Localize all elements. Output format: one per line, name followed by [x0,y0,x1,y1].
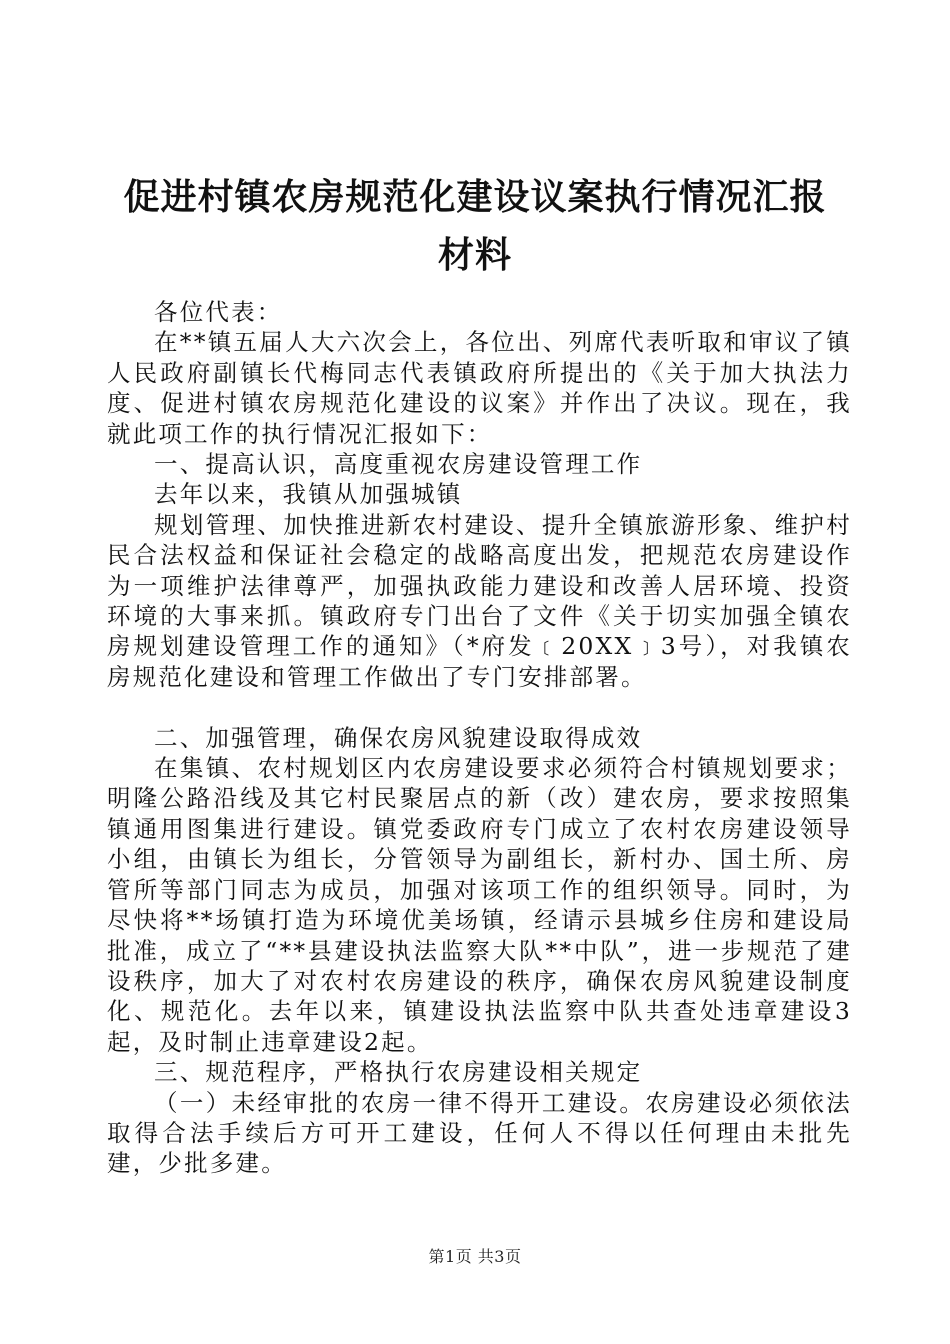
paragraph-planning-management: 规划管理、加快推进新农村建设、提升全镇旅游形象、维护村民合法权益和保证社会稳定的战略高度出发，把规范农房建设作为一项维护法律尊严，加强执政能力建设和改善人居环境、投资环境的大事来抓。镇政府专门出台了文件《关于切实加强全镇农房规划建设管理工作的通知》（*府发﹝20XX﹞3号），对我镇农房规范化建设和管理工作做出了专门安排部署。 [107,510,852,691]
paragraph-since-last-year: 去年以来，我镇从加强城镇 [154,480,463,509]
section-heading-1: 一、提高认识，高度重视农房建设管理工作 [154,450,643,479]
salutation: 各位代表： [154,298,283,326]
paragraph-approval-rule: （一）未经审批的农房一律不得开工建设。农房建设必须依法取得合法手续后方可开工建设，任何人不得以任何理由未批先建，少批多建。 [107,1088,852,1178]
paragraph-spacer [107,692,852,722]
document-title: 促进村镇农房规范化建设议案执行情况汇报材料 [123,176,827,276]
page-footer: 第1页 共3页 [428,1247,522,1266]
paragraph-intro: 在**镇五届人大六次会上，各位出、列席代表听取和审议了镇人民政府副镇长代梅同志代表镇政府所提出的《关于加大执法力度、促进村镇农房规范化建设的议案》并作出了决议。现在，我就此项工作的执行情况汇报如下： [107,328,852,448]
paragraph-management: 在集镇、农村规划区内农房建设要求必须符合村镇规划要求；明隆公路沿线及其它村民聚居点的新（改）建农房，要求按照集镇通用图集进行建设。镇党委政府专门成立了农村农房建设领导小组，由镇长为组长，分管领导为副组长，新村办、国土所、房管所等部门同志为成员，加强对该项工作的组织领导。同时，为尽快将**场镇打造为环境优美场镇，经请示县城乡住房和建设局批准，成立了“**县建设执法监察大队**中队”，进一步规范了建设秩序，加大了对农村农房建设的秩序，确保农房风貌建设制度化、规范化。去年以来，镇建设执法监察中队共查处违章建设3起，及时制止违章建设2起。 [107,754,852,1056]
section-heading-2: 二、加强管理，确保农房风貌建设取得成效 [154,723,643,752]
section-heading-3: 三、规范程序，严格执行农房建设相关规定 [154,1058,643,1087]
document-body [107,297,852,1179]
